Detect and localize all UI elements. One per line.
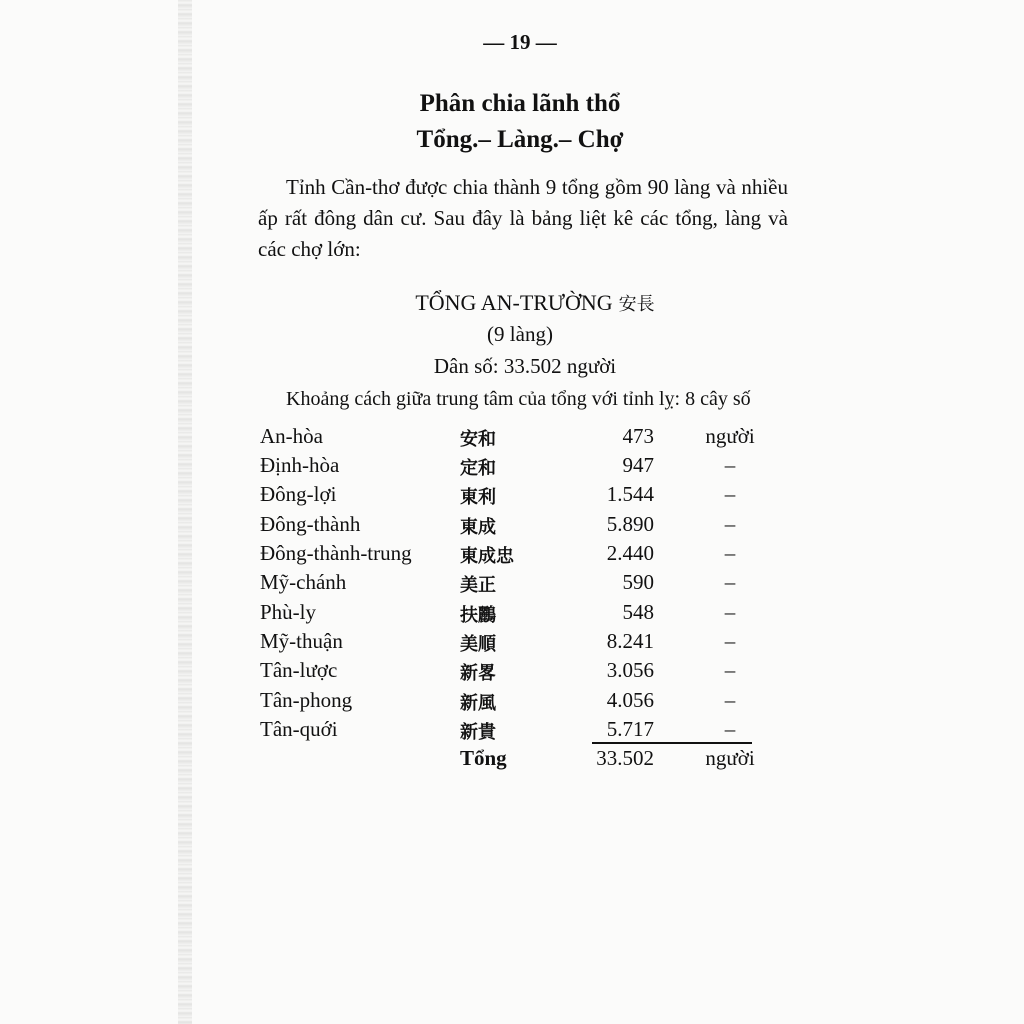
village-population: 1.544 bbox=[606, 482, 654, 506]
table-row bbox=[0, 658, 1024, 688]
village-unit: – bbox=[724, 570, 736, 594]
village-unit: – bbox=[724, 629, 736, 653]
village-name: Tân-phong bbox=[260, 688, 353, 712]
total-rule bbox=[592, 742, 752, 744]
village-unit: – bbox=[724, 453, 736, 477]
canton-population: Dân số: 33.502 người bbox=[433, 354, 617, 378]
table-row bbox=[0, 541, 1024, 571]
total-unit: người bbox=[705, 746, 755, 770]
village-population: 2.440 bbox=[606, 541, 654, 565]
village-unit: – bbox=[724, 600, 736, 624]
village-name-cjk: 新畧 bbox=[460, 663, 496, 684]
village-name-cjk: 美正 bbox=[460, 575, 496, 596]
table-row bbox=[0, 453, 1024, 483]
village-name: Đông-thành-trung bbox=[260, 541, 412, 565]
village-name-cjk: 安和 bbox=[460, 429, 496, 450]
village-name: Phù-ly bbox=[260, 600, 317, 624]
village-name: Tân-quới bbox=[260, 717, 338, 741]
table-row bbox=[0, 717, 1024, 747]
village-population: 5.890 bbox=[606, 512, 654, 536]
table-row bbox=[0, 600, 1024, 630]
total-population: 33.502 bbox=[596, 746, 654, 770]
village-unit: – bbox=[724, 688, 736, 712]
village-name-cjk: 新風 bbox=[460, 693, 496, 714]
village-population: 590 bbox=[622, 570, 654, 594]
village-name: Mỹ-thuận bbox=[260, 629, 343, 653]
table-row bbox=[0, 482, 1024, 512]
canton-name-cjk: 安長 bbox=[618, 294, 655, 315]
village-name-cjk: 扶鸝 bbox=[460, 605, 496, 626]
village-population: 947 bbox=[622, 453, 654, 477]
village-unit: – bbox=[724, 482, 736, 506]
canton-village-count: (9 làng) bbox=[487, 322, 553, 346]
village-unit: – bbox=[724, 658, 736, 682]
village-unit: – bbox=[724, 512, 736, 536]
village-population: 4.056 bbox=[606, 688, 654, 712]
village-name: Mỹ-chánh bbox=[260, 570, 347, 594]
canton-name: TỔNG AN-TRƯỜNG bbox=[415, 290, 613, 315]
village-name: Đông-thành bbox=[260, 512, 361, 536]
village-name: Tân-lược bbox=[260, 658, 338, 682]
table-row bbox=[0, 629, 1024, 659]
village-unit: – bbox=[724, 541, 736, 565]
village-population: 5.717 bbox=[606, 717, 654, 741]
village-unit: – bbox=[724, 717, 736, 741]
canton-distance: Khoảng cách giữa trung tâm của tổng với tỉnh lỵ: 8 cây số bbox=[286, 388, 751, 410]
village-name-cjk: 定和 bbox=[460, 458, 496, 479]
canton-heading bbox=[0, 290, 1024, 316]
village-name-cjk: 東成 bbox=[460, 517, 496, 538]
table-row bbox=[0, 424, 1024, 454]
village-name: Đông-lợi bbox=[260, 482, 337, 506]
village-name-cjk: 美順 bbox=[460, 634, 496, 655]
village-name-cjk: 新貴 bbox=[460, 722, 496, 743]
village-population: 3.056 bbox=[606, 658, 654, 682]
section-subtitle: Tổng.– Làng.– Chợ bbox=[416, 126, 624, 153]
village-name: An-hòa bbox=[260, 424, 323, 448]
intro-paragraph: Tỉnh Cần-thơ được chia thành 9 tổng gồm 90 làng và nhiều ấp rất đông dân cư. Sau đây là bảng liệt kê các tổng, làng và các chợ lớn: bbox=[258, 175, 788, 261]
village-population: 473 bbox=[622, 424, 654, 448]
page-number: — 19 — bbox=[483, 30, 557, 54]
village-name-cjk: 東成忠 bbox=[460, 546, 514, 567]
total-row bbox=[0, 746, 1024, 776]
village-population: 8.241 bbox=[606, 629, 654, 653]
village-unit: người bbox=[705, 424, 755, 448]
total-label: Tổng bbox=[460, 746, 507, 770]
table-row bbox=[0, 512, 1024, 542]
section-title: Phân chia lãnh thổ bbox=[419, 90, 621, 117]
table-row bbox=[0, 688, 1024, 718]
table-row bbox=[0, 570, 1024, 600]
village-name-cjk: 東利 bbox=[460, 487, 496, 508]
village-name: Định-hòa bbox=[260, 453, 340, 477]
village-population: 548 bbox=[622, 600, 654, 624]
